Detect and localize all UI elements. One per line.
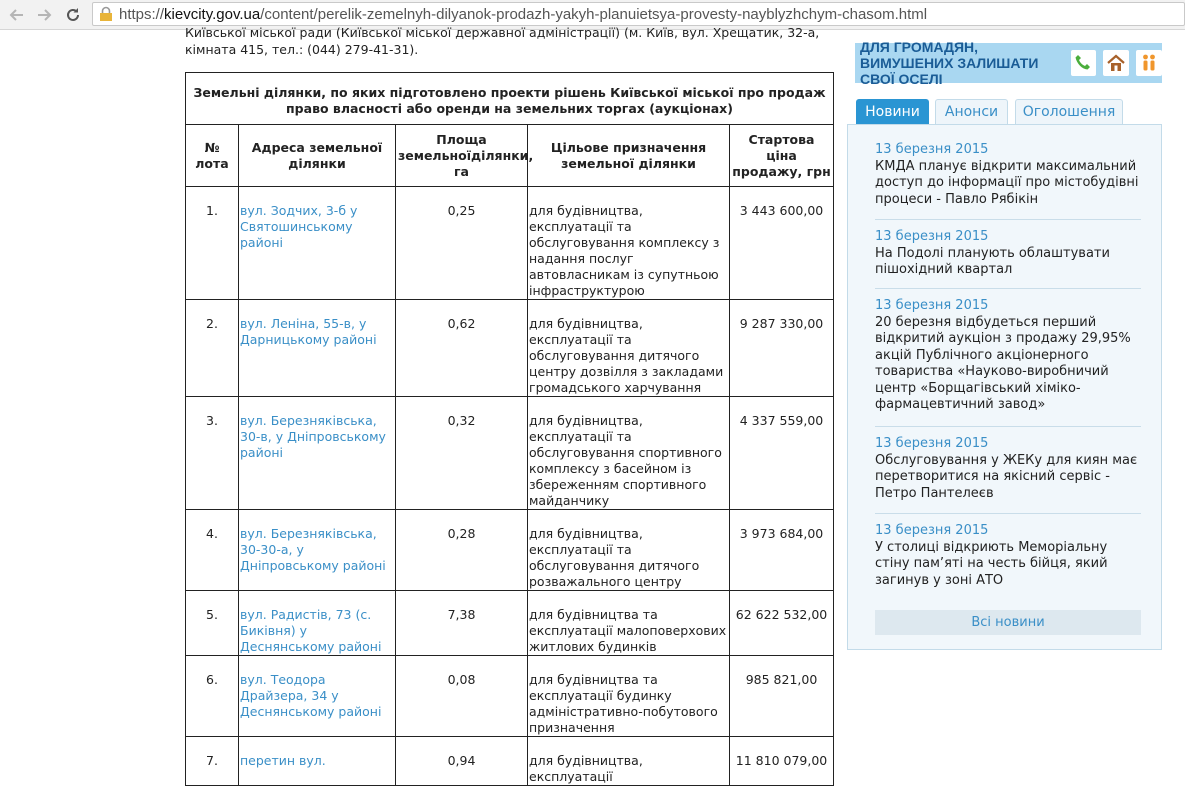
- all-news-button[interactable]: Всі новини: [875, 610, 1141, 635]
- news-date: 13 березня 2015: [875, 523, 989, 538]
- price-value: 3 443 600,00: [730, 187, 834, 300]
- table-row: [186, 510, 834, 591]
- area-value: 0,32: [396, 397, 528, 510]
- house-icon: [1103, 50, 1129, 76]
- table-row: [186, 187, 834, 300]
- price-value: 11 810 079,00: [730, 737, 834, 786]
- purpose-text: для будівництва, експлуатації: [528, 737, 730, 786]
- lot-number: 3.: [186, 397, 239, 510]
- price-value: 3 973 684,00: [730, 510, 834, 591]
- address-link[interactable]: вул. Зодчих, 3-б у Святошинському районі: [240, 203, 358, 250]
- table-row: [186, 300, 834, 397]
- news-item[interactable]: [875, 142, 1145, 208]
- price-value: 62 622 532,00: [730, 591, 834, 656]
- lot-number: 6.: [186, 656, 239, 737]
- header-address: Адреса земельної ділянки: [239, 125, 396, 187]
- family-icon: [1136, 50, 1162, 76]
- main-content: [185, 25, 835, 784]
- address-link[interactable]: вул. Березняківська, 30-в, у Дніпровському районі: [240, 413, 386, 460]
- address-link[interactable]: перетин вул.: [240, 753, 326, 768]
- address-link[interactable]: вул. Леніна, 55-в, у Дарницькому районі: [240, 316, 377, 347]
- news-title[interactable]: КМДА планує відкрити максимальний доступ до інформації про містобудівні процеси - Павло Рябікін: [875, 158, 1139, 207]
- news-panel: [847, 124, 1162, 650]
- news-item[interactable]: [875, 436, 1145, 502]
- header-price: Стартова ціна продажу, грн: [730, 125, 834, 187]
- url-path: /content/perelik-zemelnyh-dilyanok-prodazh-yakyh-planuietsya-provesty-nayblyzhchym-chasom.html: [260, 5, 928, 23]
- tab-notices[interactable]: Оголошення: [1015, 99, 1123, 125]
- lot-number: 7.: [186, 737, 239, 786]
- divider: [875, 426, 1141, 427]
- news-title[interactable]: 20 березня відбудеться перший відкритий аукціон з продажу 29,95% акцій Публічного акціонерного товариства «Науково-виробничий центр «Борщагівський хіміко-фармацевтичний завод»: [875, 314, 1131, 412]
- news-date: 13 березня 2015: [875, 298, 989, 313]
- tab-news[interactable]: Новини: [856, 99, 929, 125]
- lot-number: 5.: [186, 591, 239, 656]
- forward-button[interactable]: [33, 4, 55, 26]
- address-bar[interactable]: [92, 2, 1185, 26]
- news-item[interactable]: [875, 523, 1145, 589]
- purpose-text: для будівництва та експлуатації будинку адміністративно-побутового призначення: [528, 656, 730, 737]
- table-row: [186, 656, 834, 737]
- price-value: 4 337 559,00: [730, 397, 834, 510]
- divider: [875, 513, 1141, 514]
- table-row: [186, 737, 834, 786]
- intro-line-2: кімната 415, тел.: (044) 279-41-31).: [185, 42, 419, 57]
- banner-text: ДЛЯ ГРОМАДЯН, ВИМУШЕНИХ ЗАЛИШАТИ СВОЇ ОСЕЛІ: [860, 39, 1039, 87]
- address-link[interactable]: вул. Теодора Драйзера, 34 у Деснянському районі: [240, 672, 382, 719]
- news-title[interactable]: Обслуговування у ЖЕКу для киян має перетворитися на якісний сервіс - Петро Пантелеєв: [875, 452, 1138, 501]
- tab-announcements[interactable]: Анонси: [935, 99, 1008, 125]
- news-date: 13 березня 2015: [875, 229, 989, 244]
- news-title[interactable]: На Подолі планують облаштувати пішохідний квартал: [875, 245, 1110, 277]
- purpose-text: для будівництва, експлуатації та обслуговування комплексу з надання послуг автовласникам із супутньою інфраструктурою: [528, 187, 730, 300]
- header-lot-number: № лота: [186, 125, 239, 187]
- news-date: 13 березня 2015: [875, 142, 989, 157]
- intro-line-1: Київської міської ради (Київської міської державної адміністрації) (м. Київ, вул. Хрещатик, 32-а,: [185, 25, 820, 40]
- lot-number: 1.: [186, 187, 239, 300]
- news-title[interactable]: У столиці відкриють Меморіальну стіну пам’яті на честь бійця, який загинув у зоні АТО: [875, 539, 1108, 588]
- area-value: 0,94: [396, 737, 528, 786]
- news-item[interactable]: [875, 298, 1145, 414]
- area-value: 0,28: [396, 510, 528, 591]
- land-plots-table: [185, 72, 834, 786]
- back-button[interactable]: [6, 4, 28, 26]
- intro-text: [185, 24, 835, 58]
- url-host: kievcity.gov.ua: [164, 5, 261, 23]
- header-purpose: Цільове призначення земельної ділянки: [528, 125, 730, 187]
- displaced-citizens-banner[interactable]: [855, 39, 1162, 87]
- header-area: Площа земельноїділянки, га: [396, 125, 528, 187]
- purpose-text: для будівництва, експлуатації та обслуговування дитячого центру дозвілля з закладами громадського харчування: [528, 300, 730, 397]
- phone-icon: [1071, 50, 1097, 76]
- address-link[interactable]: вул. Березняківська, 30-30-а, у Дніпровському районі: [240, 526, 386, 573]
- divider: [875, 288, 1141, 289]
- table-caption: Земельні ділянки, по яких підготовлено проекти рішень Київської міської про продаж право власності або оренди на земельних торгах (аукціонах): [186, 73, 834, 125]
- table-row: [186, 591, 834, 656]
- address-link[interactable]: вул. Радистів, 73 (с. Биківня) у Деснянському районі: [240, 607, 382, 654]
- price-value: 9 287 330,00: [730, 300, 834, 397]
- reload-button[interactable]: [62, 4, 84, 26]
- area-value: 7,38: [396, 591, 528, 656]
- url-text: [119, 6, 927, 23]
- reload-icon: [65, 7, 81, 23]
- divider: [875, 219, 1141, 220]
- table-row: [186, 397, 834, 510]
- news-date: 13 березня 2015: [875, 436, 989, 451]
- area-value: 0,08: [396, 656, 528, 737]
- arrow-left-icon: [9, 7, 25, 23]
- area-value: 0,25: [396, 187, 528, 300]
- price-value: 985 821,00: [730, 656, 834, 737]
- area-value: 0,62: [396, 300, 528, 397]
- arrow-right-icon: [36, 7, 52, 23]
- lot-number: 2.: [186, 300, 239, 397]
- lot-number: 4.: [186, 510, 239, 591]
- purpose-text: для будівництва, експлуатації та обслуговування дитячого розважального центру: [528, 510, 730, 591]
- url-prefix: https://: [119, 5, 165, 23]
- purpose-text: для будівництва та експлуатації малоповерхових житлових будинків: [528, 591, 730, 656]
- news-item[interactable]: [875, 229, 1145, 279]
- lock-warning-icon: [99, 6, 113, 22]
- purpose-text: для будівництва, експлуатації та обслуговування спортивного комплексу з басейном із збереженням спортивного майданчику: [528, 397, 730, 510]
